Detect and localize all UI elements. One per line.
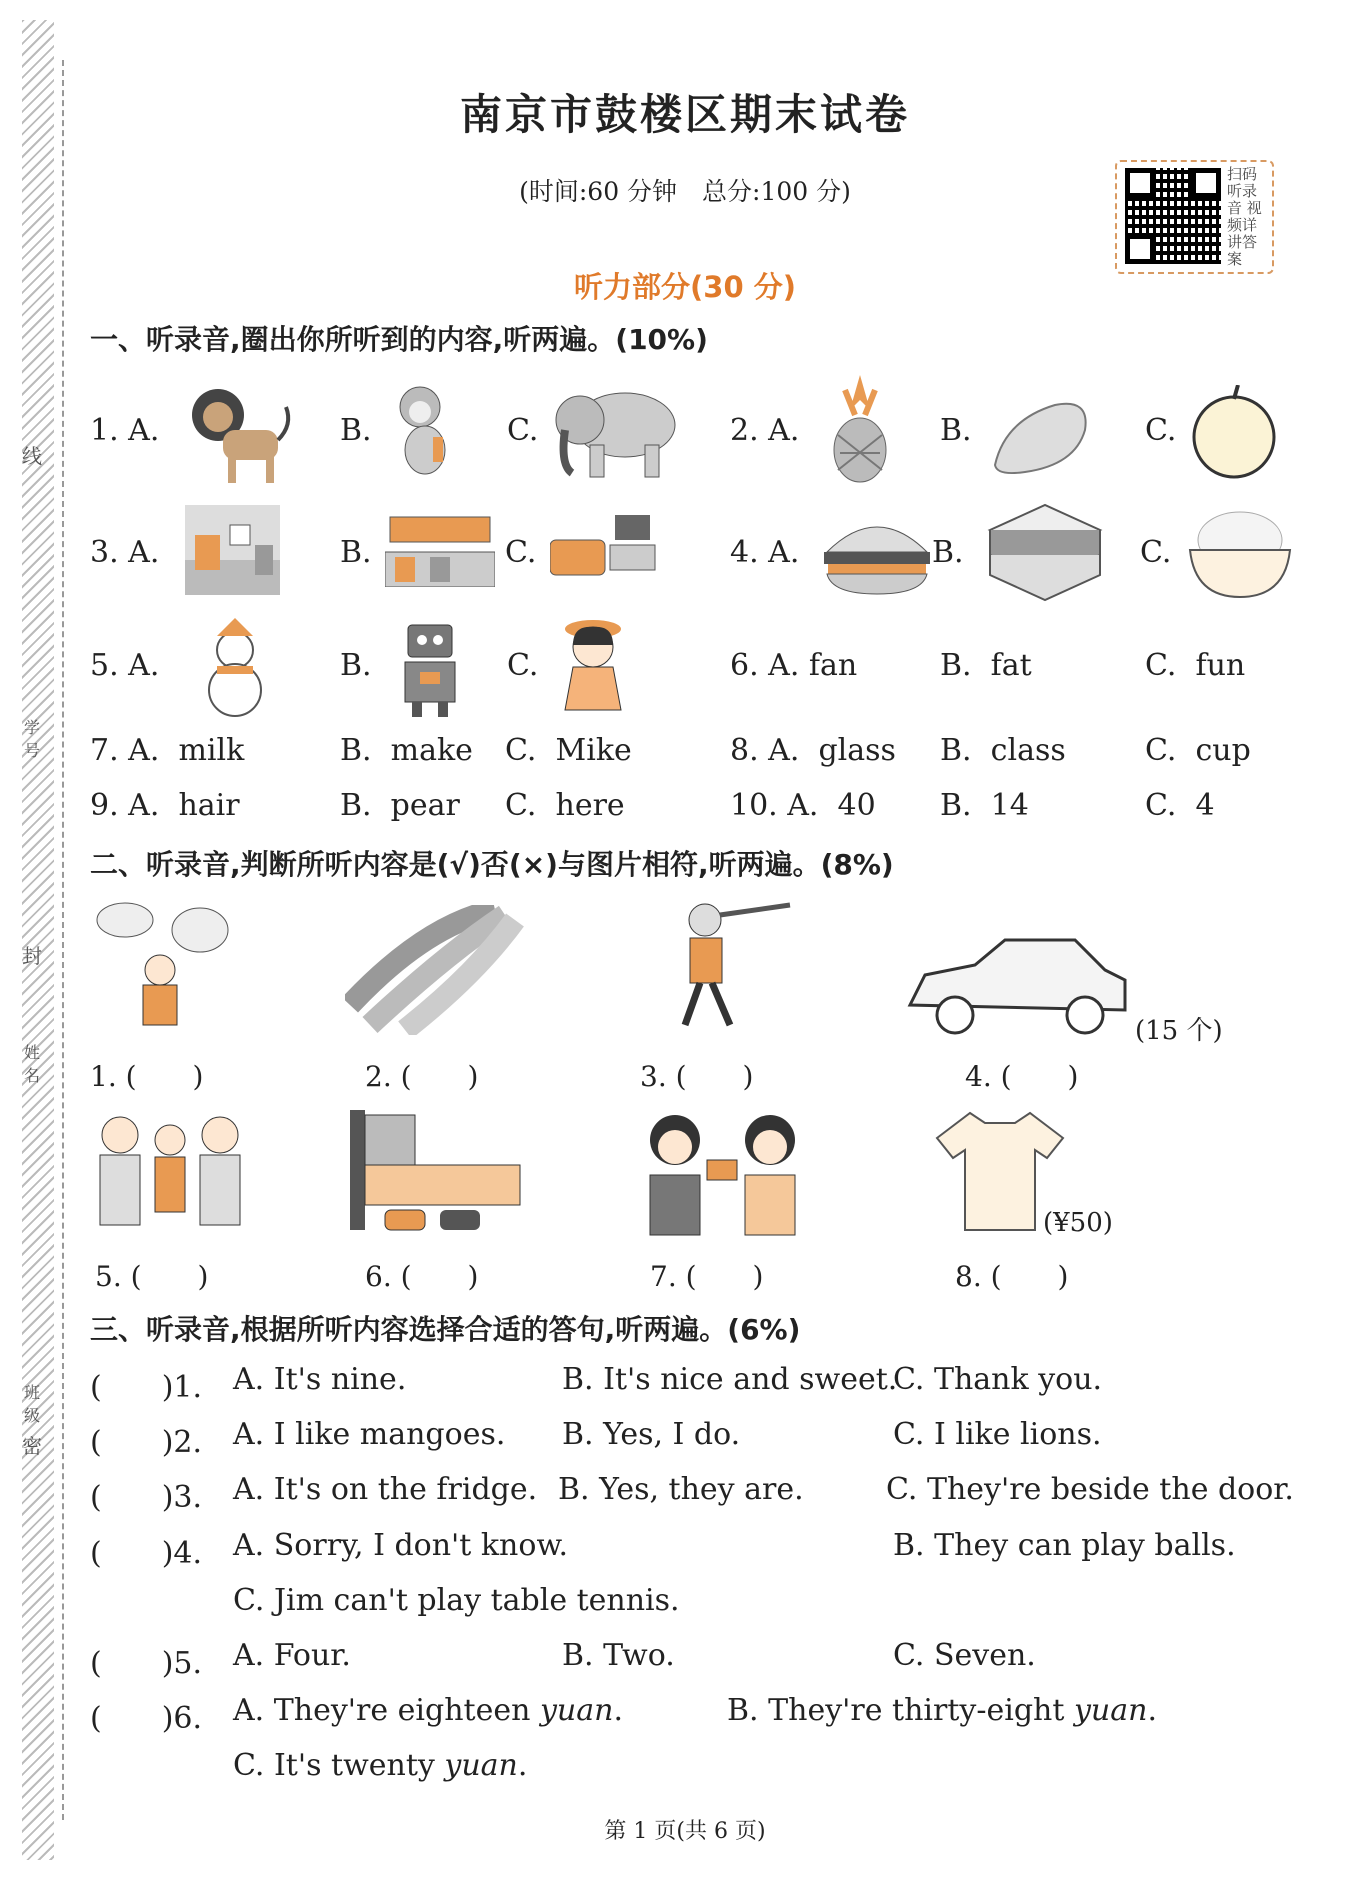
p3-q4-option-a: A. Sorry, I don't know. xyxy=(233,1528,569,1563)
mango-icon xyxy=(985,390,1095,480)
q4-label-b: B. xyxy=(932,535,964,570)
p3-q6-option-a: A. They're eighteen yuan. xyxy=(233,1693,623,1728)
p3-q4-option-c: C. Jim can't play table tennis. xyxy=(233,1583,680,1618)
q2-label-b: B. xyxy=(940,413,972,448)
q3-label-b: B. xyxy=(340,535,372,570)
q6-option-b: B. fat xyxy=(940,648,1032,683)
q4-number: 4. A. xyxy=(730,535,800,570)
girls-cake-icon xyxy=(635,1105,815,1240)
part3-heading: 三、听录音,根据所听内容选择合适的答句,听两遍。(6%) xyxy=(90,1313,801,1346)
q9-row: 9. A. hair xyxy=(90,788,240,823)
qr-label: 扫码听录音 视频详讲答案 xyxy=(1227,165,1262,268)
q8-option-b: B. class xyxy=(940,733,1066,768)
binding-label-name: 姓名 xyxy=(23,1043,40,1085)
p3-q2-answer[interactable]: ( )2. xyxy=(90,1425,203,1460)
q5-label-b: B. xyxy=(340,648,372,683)
q9-option-b: B. pear xyxy=(340,788,460,823)
part2-heading: 二、听录音,判断所听内容是(√)否(×)与图片相符,听两遍。(8%) xyxy=(90,848,894,881)
sandwich-icon xyxy=(985,500,1105,605)
hamburger-icon xyxy=(822,512,932,597)
section-listening: 听力部分(30 分) xyxy=(574,270,796,304)
q6-row: 6. A. fan xyxy=(730,648,858,683)
elephant-icon xyxy=(550,385,680,480)
living-room-icon xyxy=(550,515,660,585)
q3-number: 3. A. xyxy=(90,535,160,570)
car-count-note: (15 个) xyxy=(1135,1016,1223,1046)
p3-q6-answer[interactable]: ( )6. xyxy=(90,1701,203,1736)
p3-q1-option-c: C. Thank you. xyxy=(893,1362,1103,1397)
p2-answer-6[interactable]: 6. ( ) xyxy=(365,1260,479,1293)
q3-label-c: C. xyxy=(505,535,537,570)
p2-answer-3[interactable]: 3. ( ) xyxy=(640,1060,754,1093)
p3-q5-option-a: A. Four. xyxy=(233,1638,351,1673)
q10-option-b: B. 14 xyxy=(940,788,1029,823)
p3-q5-option-b: B. Two. xyxy=(562,1638,675,1673)
q1-label-b: B. xyxy=(340,413,372,448)
tshirt-price-note: (¥50) xyxy=(1043,1208,1113,1238)
p3-q2-option-b: B. Yes, I do. xyxy=(562,1417,741,1452)
p2-answer-1[interactable]: 1. ( ) xyxy=(90,1060,204,1093)
qr-code-icon xyxy=(1125,168,1221,264)
q9-option-c: C. here xyxy=(505,788,625,823)
p3-q4-answer[interactable]: ( )4. xyxy=(90,1536,203,1571)
p3-q1-option-b: B. It's nice and sweet. xyxy=(562,1362,898,1397)
p3-q5-option-c: C. Seven. xyxy=(893,1638,1036,1673)
binding-label-id: 学号 xyxy=(23,718,40,760)
q1-number: 1. A. xyxy=(90,413,160,448)
monkey-icon xyxy=(385,382,465,487)
binding-line xyxy=(62,60,64,1820)
doll-icon xyxy=(553,615,633,720)
p3-q1-option-a: A. It's nine. xyxy=(233,1362,407,1397)
p3-q1-answer[interactable]: ( )1. xyxy=(90,1370,203,1405)
bananas-icon xyxy=(345,905,525,1035)
kitchen-icon xyxy=(385,512,495,587)
q8-option-c: C. cup xyxy=(1145,733,1251,768)
binding-label-seal: 封 xyxy=(22,944,42,968)
binding-label-line: 线 xyxy=(22,444,42,468)
p3-q2-option-c: C. I like lions. xyxy=(893,1417,1102,1452)
q7-option-c: C. Mike xyxy=(505,733,632,768)
q10-row: 10. A. 40 xyxy=(730,788,876,823)
page-footer: 第 1 页(共 6 页) xyxy=(604,1819,766,1844)
q1-label-c: C. xyxy=(507,413,539,448)
family-icon xyxy=(90,1105,255,1240)
page-title: 南京市鼓楼区期末试卷 xyxy=(459,90,910,139)
p2-answer-2[interactable]: 2. ( ) xyxy=(365,1060,479,1093)
rice-icon xyxy=(1185,505,1295,600)
q10-option-c: C. 4 xyxy=(1145,788,1215,823)
binding-label-secret: 密 xyxy=(22,1434,42,1458)
q8-row: 8. A. glass xyxy=(730,733,896,768)
p2-answer-7[interactable]: 7. ( ) xyxy=(650,1260,764,1293)
skater-icon xyxy=(650,900,800,1035)
apple-icon xyxy=(1190,385,1280,480)
lion-icon xyxy=(188,385,298,490)
binding-label-class: 班级 xyxy=(23,1383,40,1425)
q2-label-c: C. xyxy=(1145,413,1177,448)
q5-number: 5. A. xyxy=(90,648,160,683)
p3-q3-option-b: B. Yes, they are. xyxy=(558,1472,804,1507)
q7-option-b: B. make xyxy=(340,733,473,768)
robot-icon xyxy=(390,620,470,720)
thinking-boy-icon xyxy=(95,900,235,1035)
car-icon xyxy=(905,935,1130,1040)
p3-q4-option-b: B. They can play balls. xyxy=(893,1528,1236,1563)
part1-heading: 一、听录音,圈出你所听到的内容,听两遍。(10%) xyxy=(90,323,708,356)
p3-q2-option-a: A. I like mangoes. xyxy=(233,1417,506,1452)
q5-label-c: C. xyxy=(507,648,539,683)
p3-q3-option-a: A. It's on the fridge. xyxy=(233,1472,538,1507)
p3-q3-option-c: C. They're beside the door. xyxy=(886,1472,1294,1507)
qr-code-box[interactable] xyxy=(1115,160,1274,274)
p3-q6-option-b: B. They're thirty-eight yuan. xyxy=(727,1693,1157,1728)
p3-q3-answer[interactable]: ( )3. xyxy=(90,1480,203,1515)
snowman-icon xyxy=(185,618,285,718)
p3-q5-answer[interactable]: ( )5. xyxy=(90,1646,203,1681)
p3-q6-option-c: C. It's twenty yuan. xyxy=(233,1748,528,1783)
q7-row: 7. A. milk xyxy=(90,733,245,768)
bathroom-icon xyxy=(185,505,280,595)
p2-answer-8[interactable]: 8. ( ) xyxy=(955,1260,1069,1293)
q2-number: 2. A. xyxy=(730,413,800,448)
pineapple-icon xyxy=(820,375,900,485)
q4-label-c: C. xyxy=(1140,535,1172,570)
bed-toys-icon xyxy=(345,1105,525,1240)
p2-answer-4[interactable]: 4. ( ) xyxy=(965,1060,1079,1093)
p2-answer-5[interactable]: 5. ( ) xyxy=(95,1260,209,1293)
q6-option-c: C. fun xyxy=(1145,648,1246,683)
exam-info: (时间:60 分钟 总分:100 分) xyxy=(519,177,851,206)
